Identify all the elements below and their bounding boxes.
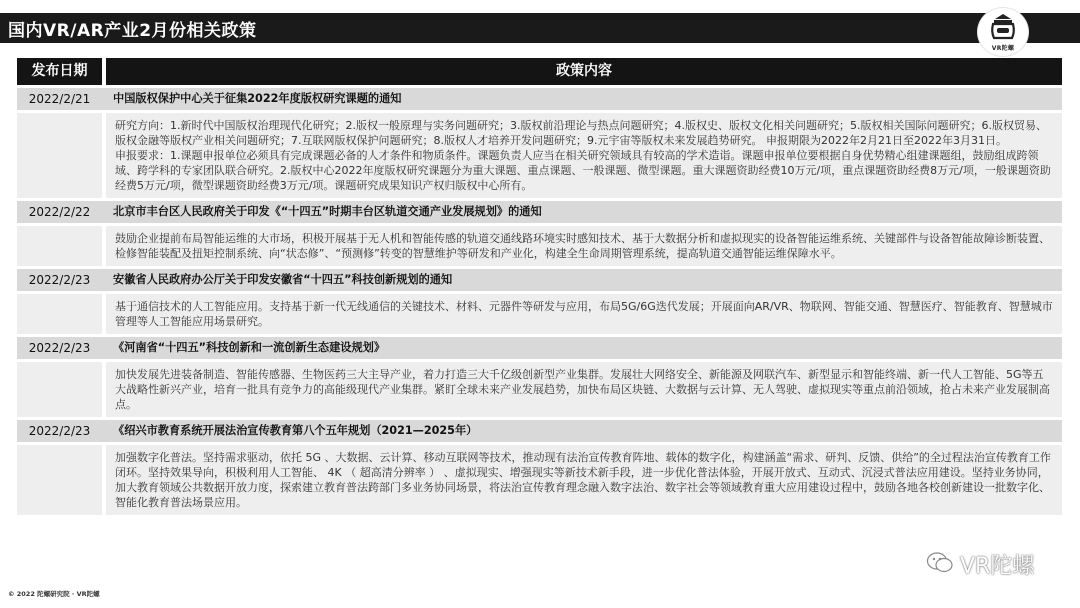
entry-header bbox=[17, 201, 1062, 223]
publish-date: 2022/2/23 bbox=[28, 424, 91, 438]
watermark-text: VR陀螺 bbox=[960, 554, 1035, 579]
policy-entry bbox=[17, 420, 1062, 515]
entry-body bbox=[17, 294, 1062, 334]
content-paragraph: 申报要求：1.课题申报单位必须具有完成课题必备的人才条件和物质条件。课题负责人应当在相关研究领域具有较高的学术造诣。课题申报单位要根据自身优势精心组建课题组，鼓励组成跨领域、跨学科的专家团队联合研究。2.版权中心2022年度版权研究课题分为重大课题、重点课题、一般课题、微型课题。重大课题资助经费10万元/项，重点课题资助经费8万元/项，一般课题资助经费5万元/项，微型课题资助经费3万元/项。课题研究成果知识产权归版权中心所有。 bbox=[115, 149, 1051, 192]
policy-entry bbox=[17, 201, 1062, 266]
wechat-icon bbox=[926, 551, 954, 575]
policy-title: 中国版权保护中心关于征集2022年度版权研究课题的通知 bbox=[113, 92, 402, 105]
publish-date: 2022/2/21 bbox=[28, 92, 91, 106]
column-header-content: 政策内容 bbox=[106, 58, 1062, 85]
content-paragraph: 鼓励企业提前布局智能运维的大市场，积极开展基于无人机和智能传感的轨道交通线路环境实时感知技术、基于大数据分析和虚拟现实的设备智能运维系统、关键部件与设备智能故障诊断装置、检修智能装配及扭矩控制系统、向“状态修”、“预测修”转变的智慧维护等研发和产业化，构建全生命周期管理系统，提高轨道交通智能运维保障水平。 bbox=[115, 232, 1050, 260]
entry-header bbox=[17, 269, 1062, 291]
date-spacer bbox=[17, 113, 102, 198]
column-header-date: 发布日期 bbox=[17, 58, 102, 85]
date-spacer bbox=[17, 294, 102, 334]
publish-date: 2022/2/22 bbox=[28, 205, 91, 219]
entry-header bbox=[17, 88, 1062, 110]
entry-header bbox=[17, 337, 1062, 359]
publish-date: 2022/2/23 bbox=[28, 273, 91, 287]
policy-entry bbox=[17, 88, 1062, 198]
policy-content bbox=[106, 362, 1062, 417]
logo-text: VR陀螺 bbox=[991, 45, 1015, 52]
policy-title: 《绍兴市教育系统开展法治宣传教育第八个五年规划（2021—2025年） bbox=[113, 424, 478, 437]
watermark bbox=[926, 548, 1074, 580]
entry-body bbox=[17, 226, 1062, 266]
content-paragraph: 加强数字化普法。坚持需求驱动，依托 5G 、大数据、云计算、移动互联网等技术，推动现有法治宣传教育阵地、载体的数字化，构建涵盖“需求、研判、反馈、供给”的全过程法治宣传教育工作闭环。坚持效果导向，积极利用人工智能、 4K （ 超高清分辨率 ） 、虚拟现实、增强现实等新技术新手段，进一步优化普法体验，开展开放式、互动式、沉浸式普法应用建设。坚持业务协同，加大教育领域公共数据开放力度，探索建立教育普法跨部门多业务协同场景，将法治宣传教育理念融入数字法治、数字社会等领域教育重大应用建设过程中，鼓励各地各校创新建设一批数字化、智能化教育普法场景应用。 bbox=[115, 451, 1051, 509]
entry-body bbox=[17, 113, 1062, 198]
footer-copyright: © 2022 陀螺研究院 · VR陀螺 bbox=[8, 590, 100, 598]
date-spacer bbox=[17, 362, 102, 417]
policy-entry bbox=[17, 269, 1062, 334]
publish-date: 2022/2/23 bbox=[28, 341, 91, 355]
content-paragraph: 基于通信技术的人工智能应用。支持基于新一代无线通信的关键技术、材料、元器件等研发与应用，布局5G/6G迭代发展；开展面向AR/VR、物联网、智能交通、智慧医疗、智能教育、智慧城市管理等人工智能应用场景研究。 bbox=[115, 300, 1053, 328]
policy-content bbox=[106, 294, 1062, 334]
content-paragraph: 研究方向：1.新时代中国版权治理现代化研究；2.版权一般原理与实务问题研究；3.版权前沿理论与热点问题研究；4.版权史、版权文化相关问题研究；5.版权相关国际问题研究；6.版权贸易、版权金融等版权产业相关问题研究；7.互联网版权保护问题研究；8.版权人才培养开发问题研究；9.元宇宙等版权未来发展趋势研究。 申报期限为2022年2月21日至2022年3月31日。 bbox=[115, 119, 1047, 147]
entry-body bbox=[17, 445, 1062, 515]
entry-body bbox=[17, 362, 1062, 417]
policy-title: 北京市丰台区人民政府关于印发《“十四五”时期丰台区轨道交通产业发展规划》的通知 bbox=[113, 205, 542, 218]
title-bar bbox=[0, 13, 1080, 43]
logo bbox=[978, 8, 1028, 56]
policy-title: 安徽省人民政府办公厅关于印发安徽省“十四五”科技创新规划的通知 bbox=[113, 273, 453, 286]
date-spacer bbox=[17, 445, 102, 515]
entry-header bbox=[17, 420, 1062, 442]
page-title: 国内VR/AR产业2月份相关政策 bbox=[8, 21, 257, 41]
policy-content bbox=[106, 445, 1062, 515]
date-spacer bbox=[17, 226, 102, 266]
table-header bbox=[17, 58, 1062, 85]
content-paragraph: 加快发展先进装备制造、智能传感器、生物医药三大主导产业，着力打造三大千亿级创新型产业集群。发展壮大网络安全、新能源及网联汽车、新型显示和智能终端、新一代人工智能、5G等五大战略性新兴产业，培育一批具有竞争力的高能级现代产业集群。紧盯全球未来产业发展趋势，加快布局区块链、大数据与云计算、无人驾驶、虚拟现实等重点前沿领域，抢占未来产业发展制高点。 bbox=[115, 368, 1050, 411]
policy-table bbox=[17, 58, 1062, 515]
policy-content bbox=[106, 113, 1062, 198]
policy-content bbox=[106, 226, 1062, 266]
policy-entry bbox=[17, 337, 1062, 417]
policy-title: 《河南省“十四五”科技创新和一流创新生态建设规划》 bbox=[113, 341, 386, 354]
